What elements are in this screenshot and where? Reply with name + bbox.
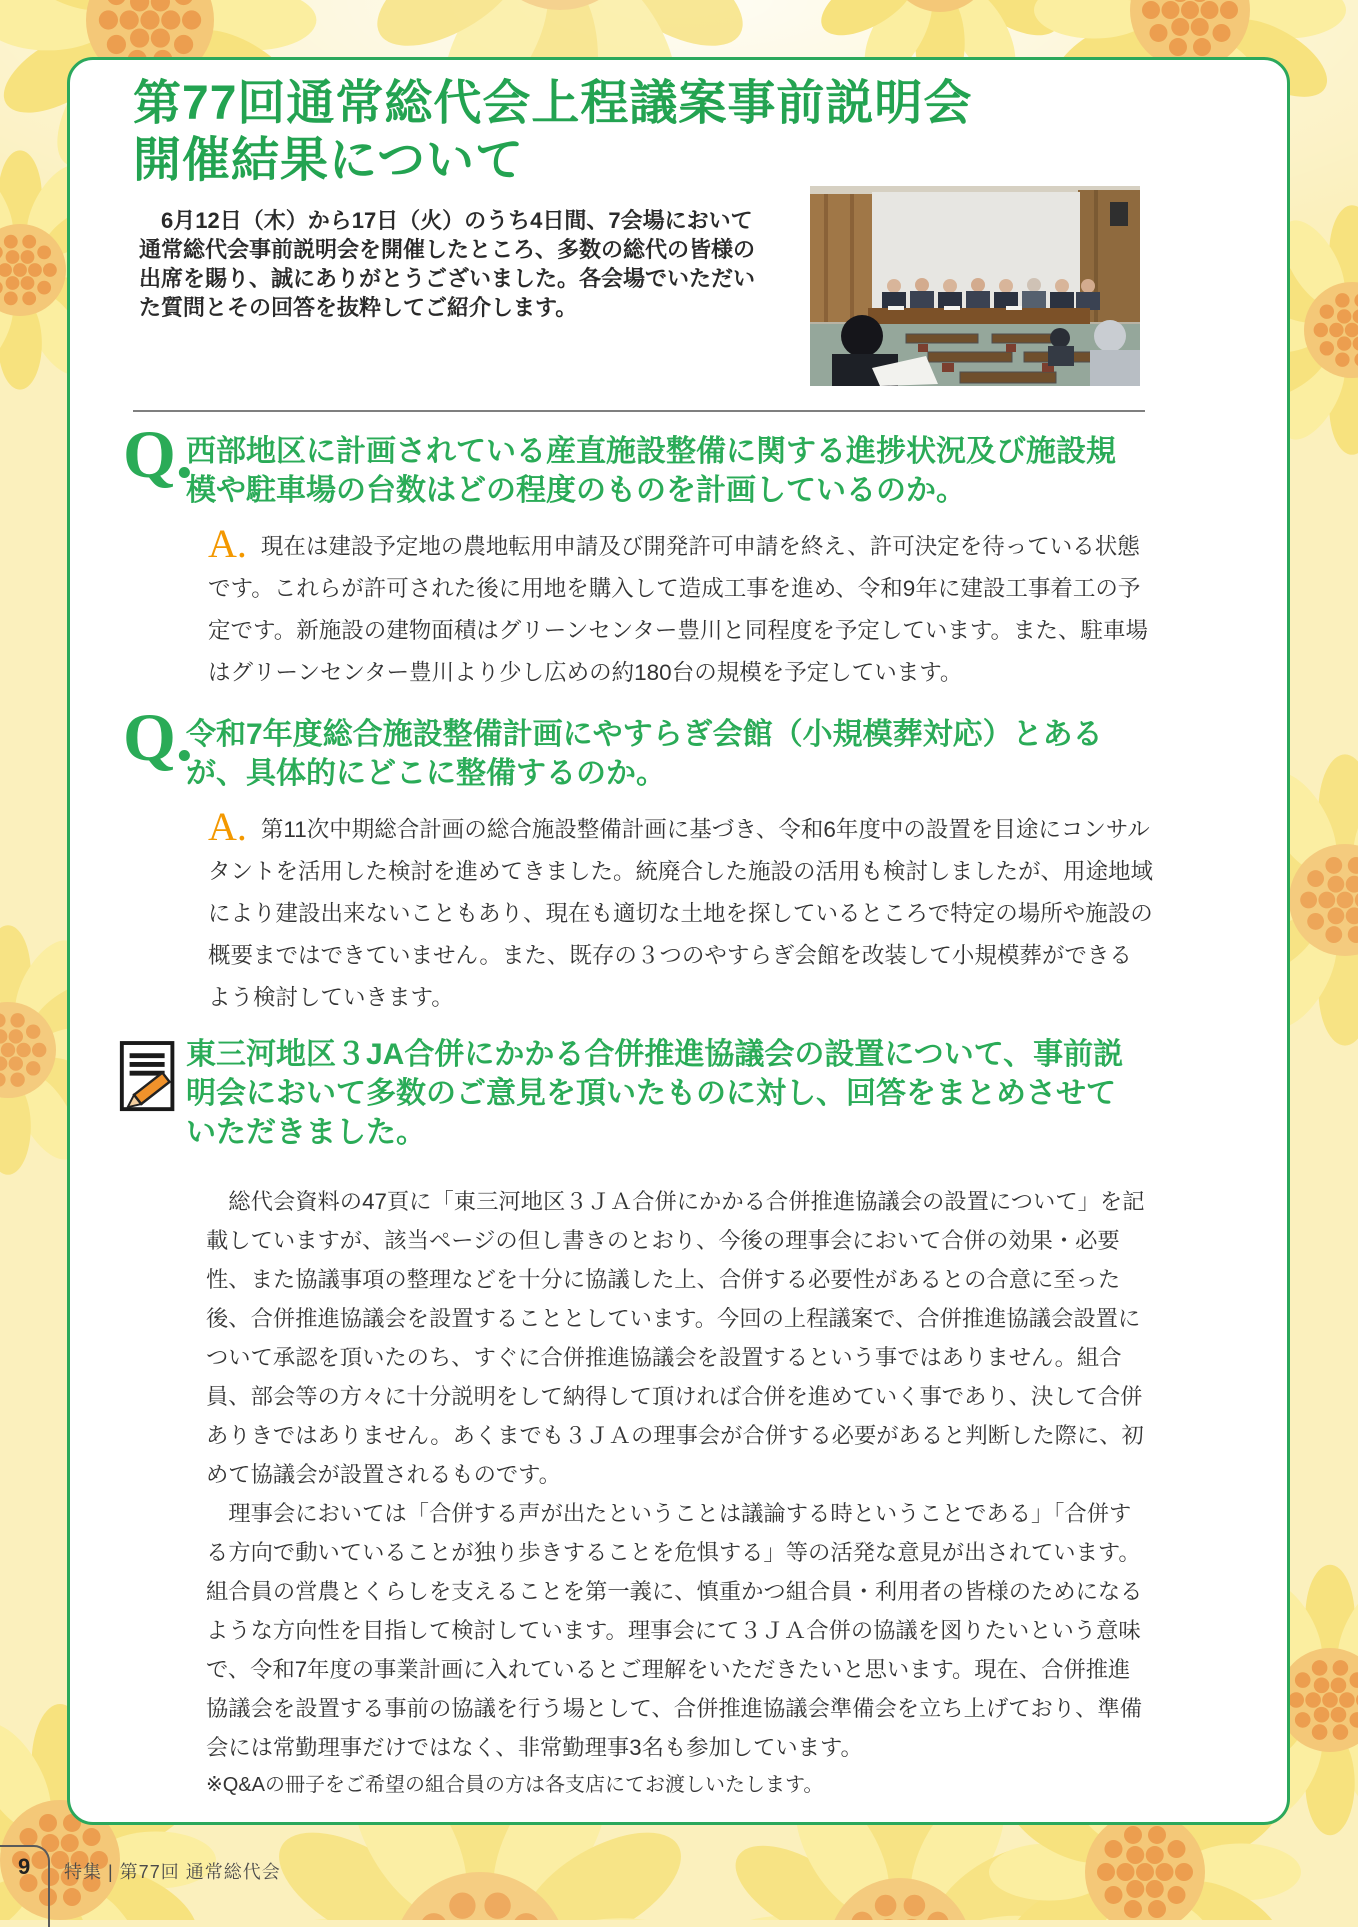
answer-mark-label: A. — [208, 521, 247, 566]
notice-paragraph-1: 総代会資料の47頁に「東三河地区３ＪＡ合併にかかる合併推進協議会の設置について」を記載していますが、該当ページの但し書きのとおり、今後の理事会において合併の効果・必要性、また協議事項の整理などを十分に協議した上、合併する必要性があるとの合意に至った後、合併推進協議会を設置することとしています。今回の上程議案で、合併推進協議会設置について承認を頂いたのち、すぐに合併推進協議会を設置するという事ではありません。組合員、部会等の方々に十分説明をして納得して頂ければ合併を進めていく事であり、決して合併ありきではありません。あくまでも３ＪＡの理事会が合併する必要があると判断した際に、初めて協議会が設置されるものです。 — [206, 1189, 1145, 1487]
answer-text-1 — [208, 521, 1153, 694]
answer-text-2 — [208, 804, 1154, 1019]
content-card — [67, 57, 1290, 1825]
page-number: 9 — [18, 1854, 31, 1879]
notice-body — [206, 1182, 1151, 1803]
memo-pencil-icon — [116, 1039, 186, 1119]
footnote: ※Q&Aの冊子をご希望の組合員の方は各支店にてお渡しいたします。 — [206, 1774, 824, 1796]
answer-body-1: 現在は建設予定地の農地転用申請及び開発許可申請を終え、許可決定を待っている状態です。これらが許可された後に用地を購入して造成工事を進め、令和9年に建設工事着工の予定です。新施設の建物面積はグリーンセンター豊川と同程度を予定しています。また、駐車場はグリーンセンター豊川より少し広めの約180台の規模を予定しています。 — [208, 534, 1149, 685]
page-title-line1: 第77回通常総代会上程議案事前説明会 — [133, 77, 973, 130]
qa-block-2 — [123, 699, 1223, 1019]
question-mark-label: Q. — [123, 416, 193, 492]
notice-block — [116, 1035, 1221, 1152]
notice-paragraph-2: 理事会においては「合併する声が出たということは議論する時ということである」「合併する方向で動いていることが独り歩きすることを危惧する」等の活発な意見が出されています。組合員の営農とくらしを支えることを第一義に、慎重かつ組合員・利用者の皆様のためになるような方向性を目指して検討しています。理事会にて３ＪＡ合併の協議を図りたいという意味で、令和7年度の事業計画に入れているとご理解をいただきたいと思います。現在、合併推進協議会を設置する事前の協議を行う場として、合併推進協議会準備会を立ち上げており、準備会には常勤理事だけではなく、非常勤理事3名も参加しています。 — [206, 1501, 1143, 1760]
question-text-1: 西部地区に計画されている産直施設整備に関する進捗状況及び施設規模や駐車場の台数はどの程度のものを計画しているのか。 — [186, 435, 1116, 507]
qa-block-1 — [123, 416, 1223, 694]
question-mark-label: Q. — [123, 699, 193, 775]
intro-paragraph: 6月12日（木）から17日（火）のうち4日間、7会場において通常総代会事前説明会を開催したところ、多数の総代の皆様の出席を賜り、誠にありがとうございました。各会場でいただいた質問とその回答を抜粋してご紹介します。 — [139, 208, 756, 320]
page-title-line2: 開催結果について — [133, 134, 525, 187]
meeting-photo — [810, 186, 1140, 386]
question-text-2: 令和7年度総合施設整備計画にやすらぎ会館（小規模葬対応）とあるが、具体的にどこに整備するのか。 — [186, 718, 1103, 790]
footer-section-label: 特集 | 第77回 通常総代会 — [64, 1862, 281, 1882]
notice-heading: 東三河地区３JA合併にかかる合併推進協議会の設置について、事前説明会において多数のご意見を頂いたものに対し、回答をまとめさせていただきました。 — [186, 1038, 1124, 1149]
answer-body-2: 第11次中期総合計画の総合施設整備計画に基づき、令和6年度中の設置を目途にコンサルタントを活用した検討を進めてきました。統廃合した施設の活用も検討しましたが、用途地域により建設出来ないこともあり、現在も適切な土地を探しているところで特定の場所や施設の概要まではできていません。また、既存の３つのやすらぎ会館を改装して小規模葬ができるよう検討していきます。 — [208, 817, 1154, 1010]
page-title — [133, 75, 1053, 189]
section-divider — [133, 410, 1145, 412]
answer-mark-label: A. — [208, 804, 247, 849]
